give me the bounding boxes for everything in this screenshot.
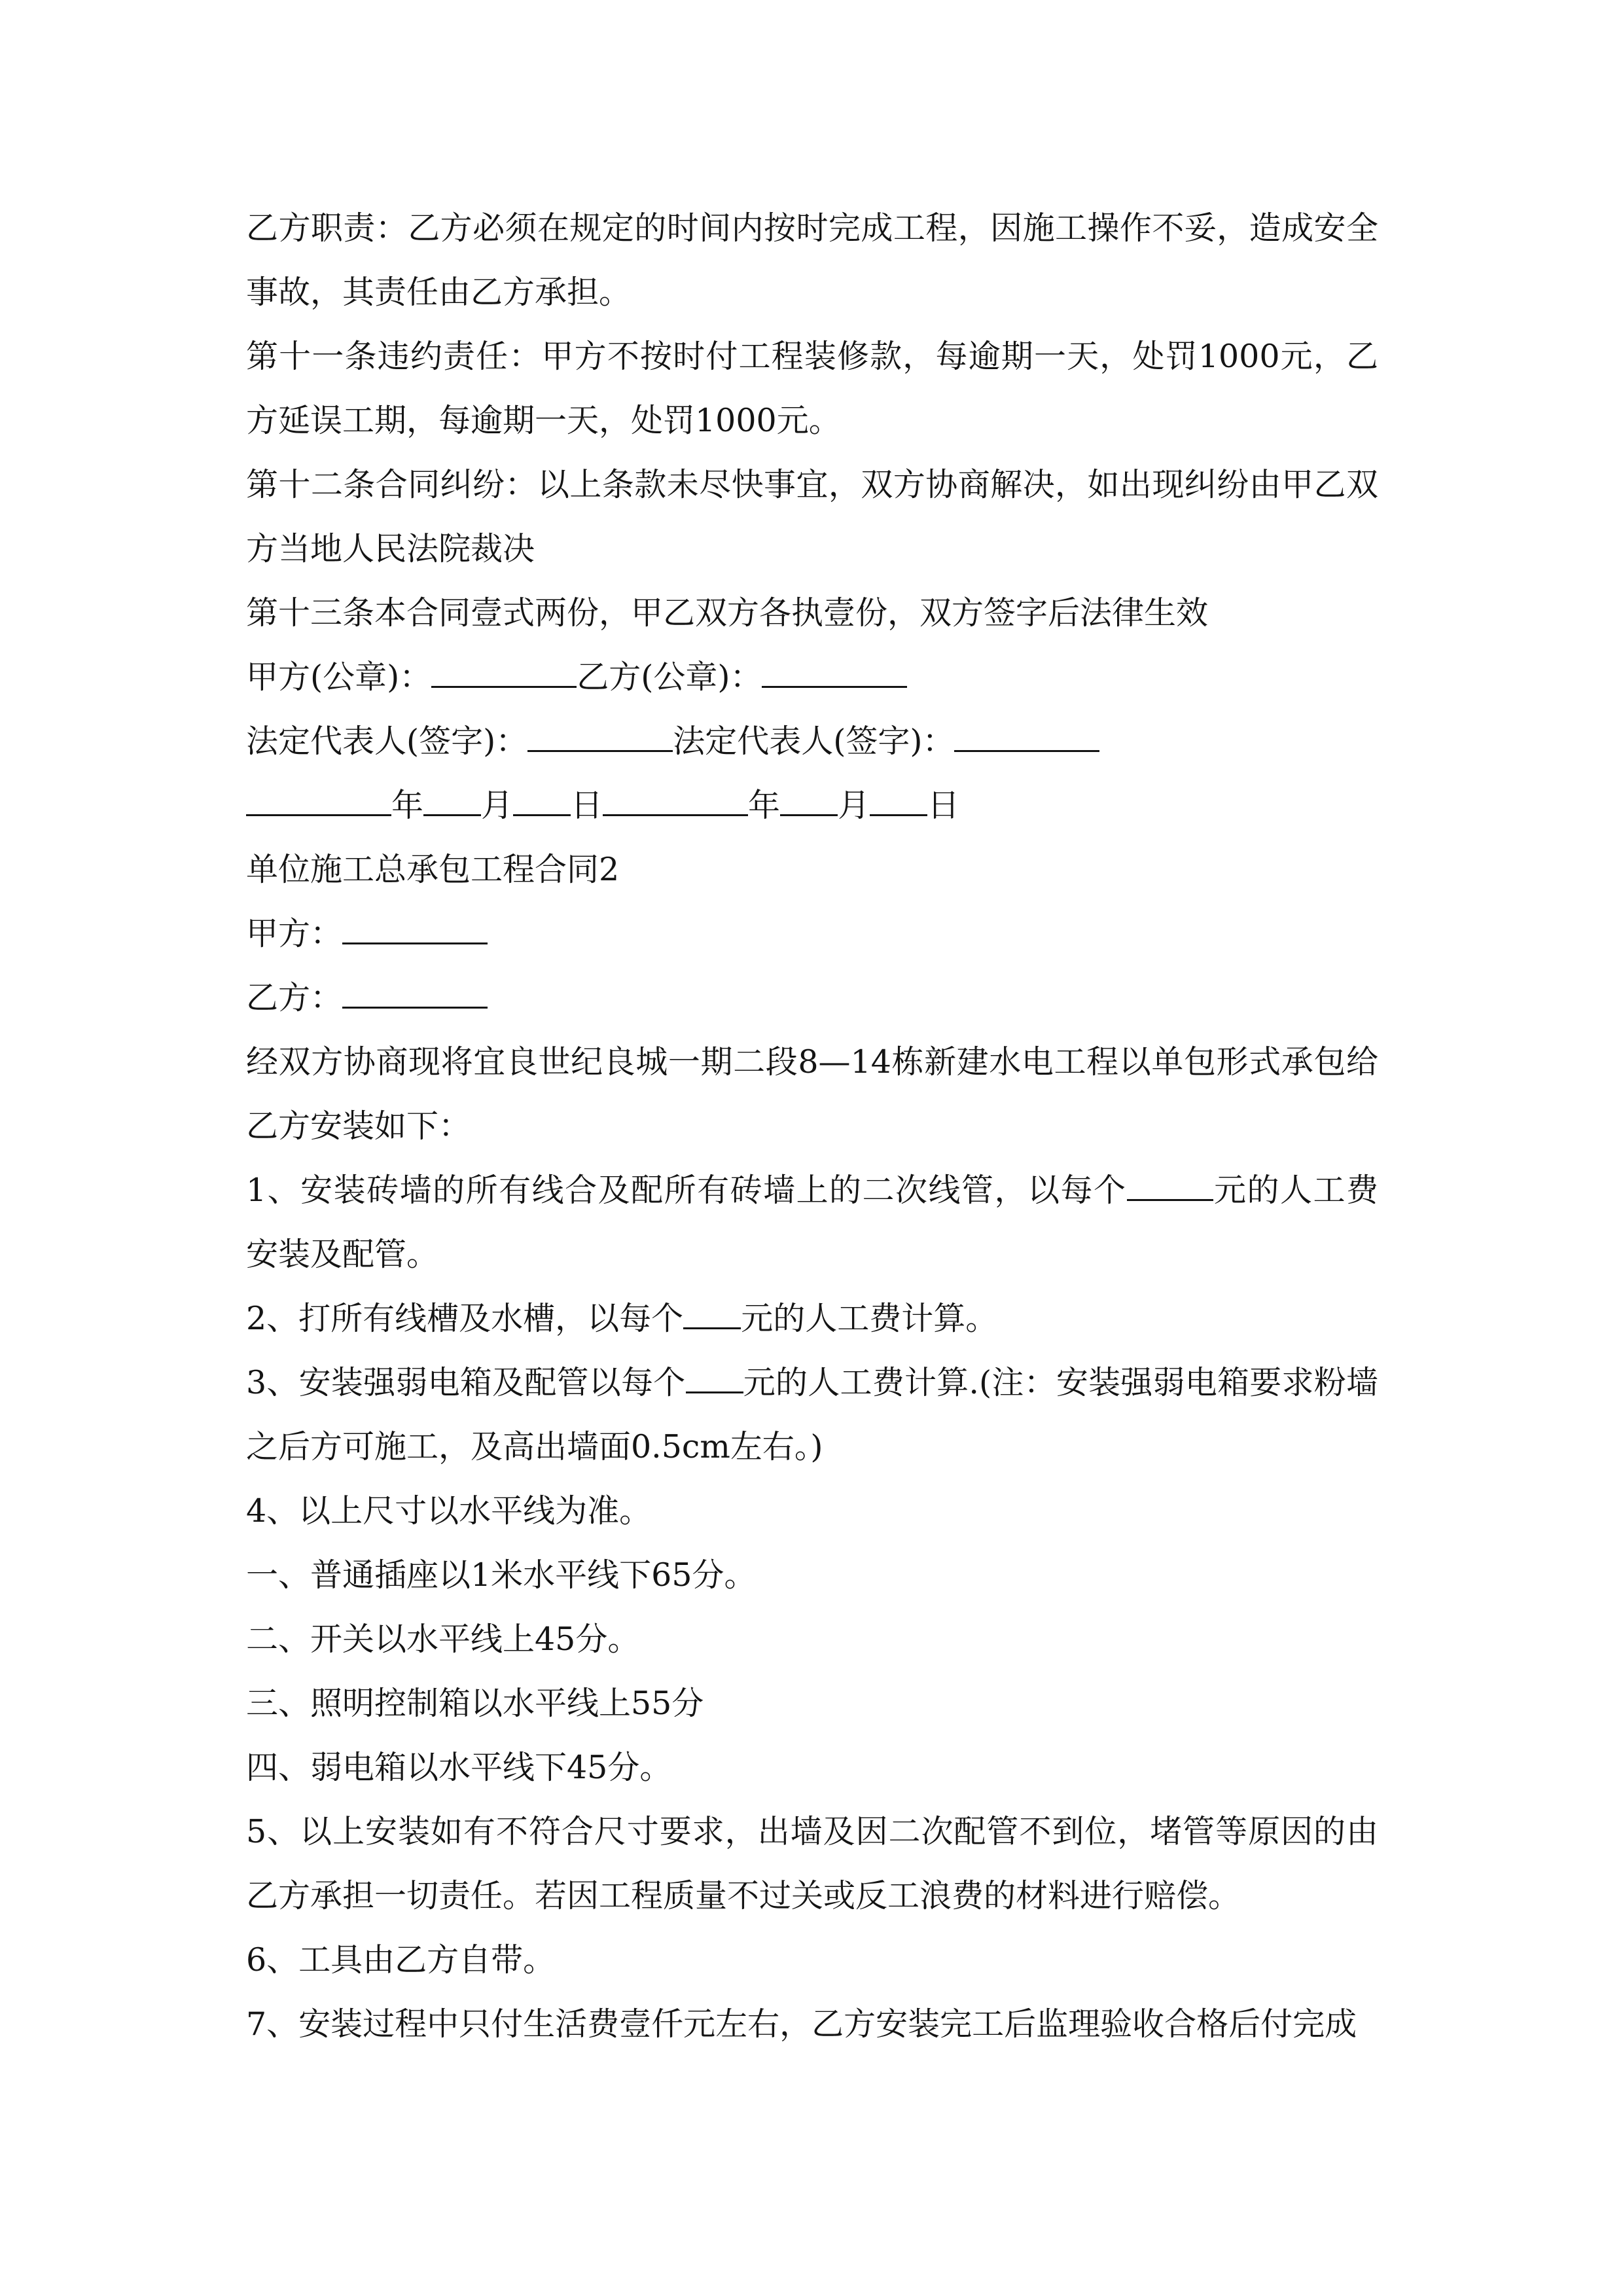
month-blank-b <box>780 774 838 816</box>
month-blank-a <box>423 774 481 816</box>
item-3-price-blank <box>686 1351 743 1393</box>
party-b-rep-blank <box>954 709 1099 752</box>
item-1 <box>246 1158 1378 1287</box>
party-a-rep-label: 法定代表人(签字)： <box>246 723 528 760</box>
party-b-seal-label: 乙方(公章)： <box>577 658 762 696</box>
party-b-blank <box>342 966 488 1009</box>
party-b-label: 乙方： <box>246 979 343 1016</box>
paragraph-article-11: 第十一条违约责任：甲方不按时付工程装修款，每逾期一天，处罚1000元，乙方延误工期，每逾期一天，处罚1000元。 <box>246 338 1378 439</box>
item-4: 4、以上尺寸以水平线为准。 <box>246 1492 652 1530</box>
party-a-line <box>246 902 1378 966</box>
date-line <box>246 774 1378 838</box>
party-a-blank <box>342 902 488 944</box>
year-blank-a <box>246 774 391 816</box>
day-label-b: 日 <box>927 787 960 824</box>
contract-2-title: 单位施工总承包工程合同2 <box>246 851 620 888</box>
item-2-text-b: 元的人工费计算。 <box>741 1300 998 1337</box>
day-blank-b <box>870 774 927 816</box>
paragraph-intro: 经双方协商现将宜良世纪良城一期二段8—14栋新建水电工程以单包形式承包给乙方安装如下： <box>246 1043 1378 1145</box>
sub-item-4: 四、弱电箱以水平线下45分。 <box>246 1749 672 1786</box>
item-2-text-a: 2、打所有线槽及水槽，以每个 <box>246 1300 684 1337</box>
item-7: 7、安装过程中只付生活费壹仟元左右，乙方安装完工后监理验收合格后付完成 <box>246 2005 1357 2043</box>
party-a-seal-blank <box>431 645 577 688</box>
month-label-a: 月 <box>481 787 514 824</box>
sub-item-2: 二、开关以水平线上45分。 <box>246 1621 640 1658</box>
sub-item-3: 三、照明控制箱以水平线上55分 <box>246 1685 704 1722</box>
item-6: 6、工具由乙方自带。 <box>246 1941 556 1979</box>
representative-line <box>246 709 1378 774</box>
item-3-text-a: 3、安装强弱电箱及配管以每个 <box>246 1364 686 1401</box>
item-2-price-blank <box>683 1287 741 1329</box>
item-1-price-blank <box>1127 1158 1213 1201</box>
party-b-rep-label: 法定代表人(签字)： <box>673 723 955 760</box>
sub-item-1: 一、普通插座以1米水平线下65分。 <box>246 1556 757 1594</box>
year-label-a: 年 <box>391 787 424 824</box>
party-a-seal-label: 甲方(公章)： <box>246 658 432 696</box>
document-page <box>246 196 1378 2056</box>
item-2 <box>246 1287 1378 1351</box>
party-a-label: 甲方： <box>246 915 343 952</box>
item-5: 5、以上安装如有不符合尺寸要求，出墙及因二次配管不到位，堵管等原因的由乙方承担一切责任。若因工程质量不过关或反工浪费的材料进行赔偿。 <box>246 1813 1378 1914</box>
day-blank-a <box>513 774 571 816</box>
seal-line <box>246 645 1378 709</box>
paragraph-article-13: 第十三条本合同壹式两份，甲乙双方各执壹份，双方签字后法律生效 <box>246 594 1209 632</box>
party-b-line <box>246 966 1378 1030</box>
year-label-b: 年 <box>748 787 781 824</box>
month-label-b: 月 <box>838 787 870 824</box>
paragraph-article-12: 第十二条合同纠纷：以上条款未尽快事宜，双方协商解决，如出现纠纷由甲乙双方当地人民法院裁决 <box>246 466 1378 567</box>
item-1-text-b: 元的人工费安装及配管。 <box>246 1172 1378 1273</box>
party-b-seal-blank <box>762 645 907 688</box>
party-a-rep-blank <box>527 709 673 752</box>
day-label-a: 日 <box>571 787 603 824</box>
paragraph-party-b-duty: 乙方职责：乙方必须在规定的时间内按时完成工程，因施工操作不妥，造成安全事故，其责任由乙方承担。 <box>246 209 1378 311</box>
item-1-text-a: 1、安装砖墙的所有线合及配所有砖墙上的二次线管，以每个 <box>246 1172 1127 1209</box>
item-3 <box>246 1351 1378 1479</box>
year-blank-b <box>603 774 748 816</box>
item-3-text-b: 元的人工费计算.(注：安装强弱电箱要求粉墙之后方可施工，及高出墙面0.5cm左右。) <box>246 1364 1378 1465</box>
